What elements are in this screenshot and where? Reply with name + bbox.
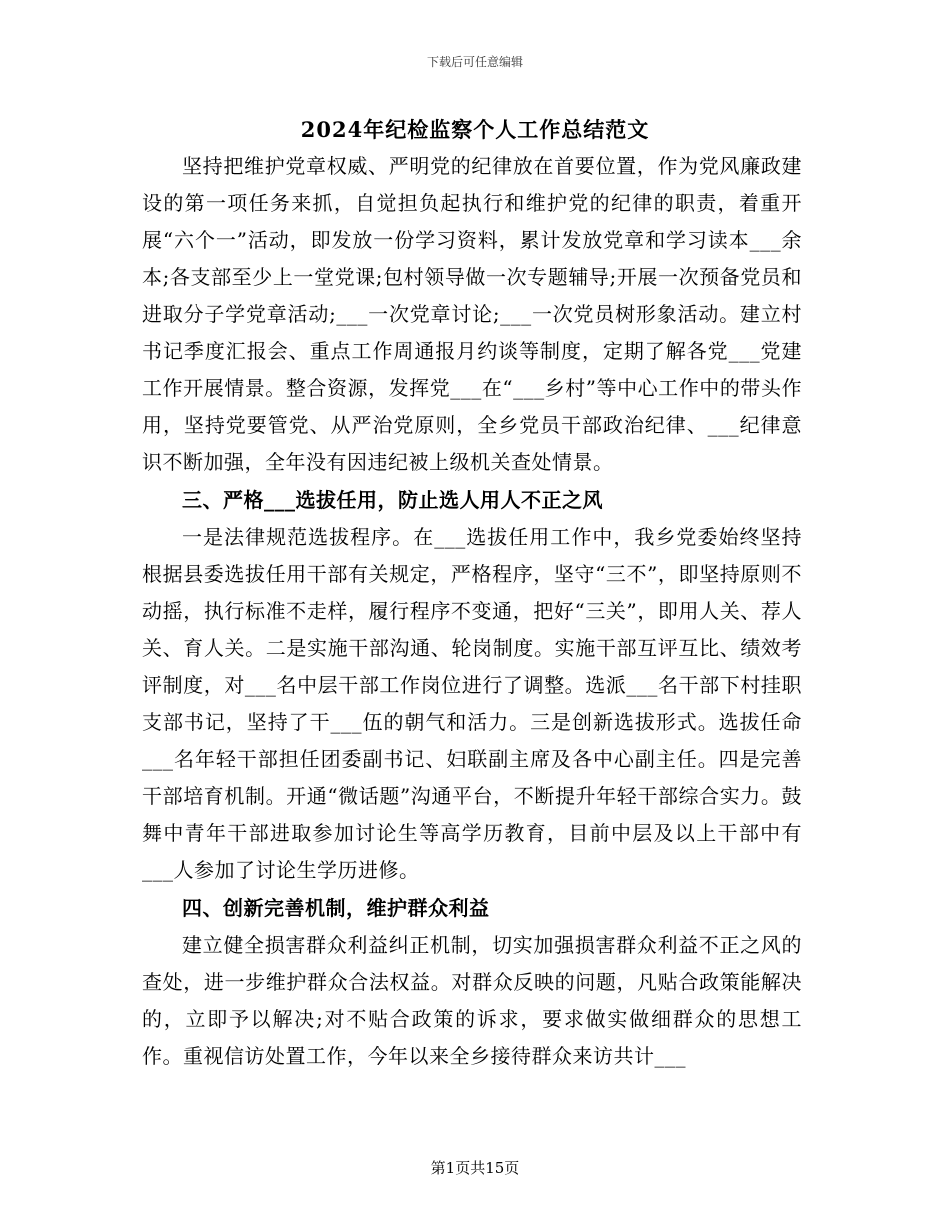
paragraph-section-4: 建立健全损害群众利益纠正机制，切实加强损害群众利益不正之风的查处，进一步维护群众合法权益。对群众反映的问题，凡贴合政策能解决的，立即予以解决;对不贴合政策的诉求，要求做实做细群众的思想工作。重视信访处置工作，今年以来全乡接待群众来访共计___ bbox=[142, 933, 802, 1068]
document-title: 2024年纪检监察个人工作总结范文 bbox=[300, 117, 650, 142]
document-body bbox=[142, 148, 802, 1075]
section-heading-3: 三、严格___选拔任用，防止选人用人不正之风 bbox=[182, 488, 603, 512]
header-note: 下载后可任意编辑 bbox=[426, 55, 523, 69]
section-heading-4: 四、创新完善机制，维护群众利益 bbox=[182, 896, 490, 920]
paragraph-intro: 坚持把维护党章权威、严明党的纪律放在首要位置，作为党风廉政建设的第一项任务来抓，自觉担负起执行和维护党的纪律的职责，着重开展“六个一”活动，即发放一份学习资料，累计发放党章和学习读本___余本;各支部至少上一堂党课;包村领导做一次专题辅导;开展一次预备党员和进取分子学党章活动;___一次党章讨论;___一次党员树形象活动。建立村书记季度汇报会、重点工作周通报月约谈等制度，定期了解各党___党建工作开展情景。整合资源，发挥党___在“___乡村”等中心工作中的带头作用，坚持党要管党、从严治党原则，全乡党员干部政治纪律、___纪律意识不断加强，全年没有因违纪被上级机关查处情景。 bbox=[142, 154, 802, 474]
paragraph-section-3: 一是法律规范选拔程序。在___选拔任用工作中，我乡党委始终坚持根据县委选拔任用干部有关规定，严格程序，坚守“三不”，即坚持原则不动摇，执行标准不走样，履行程序不变通，把好“三关”，即用人关、荐人关、育人关。二是实施干部沟通、轮岗制度。实施干部互评互比、绩效考评制度，对___名中层干部工作岗位进行了调整。选派___名干部下村挂职支部书记，坚持了干___伍的朝气和活力。三是创新选拔形式。选拔任命___名年轻干部担任团委副书记、妇联副主席及各中心副主任。四是完善干部培育机制。开通“微话题”沟通平台，不断提升年轻干部综合实力。鼓舞中青年干部进取参加讨论生等高学历教育，目前中层及以上干部中有___人参加了讨论生学历进修。 bbox=[142, 525, 802, 882]
page-footer: 第1页共15页 bbox=[430, 1159, 520, 1177]
